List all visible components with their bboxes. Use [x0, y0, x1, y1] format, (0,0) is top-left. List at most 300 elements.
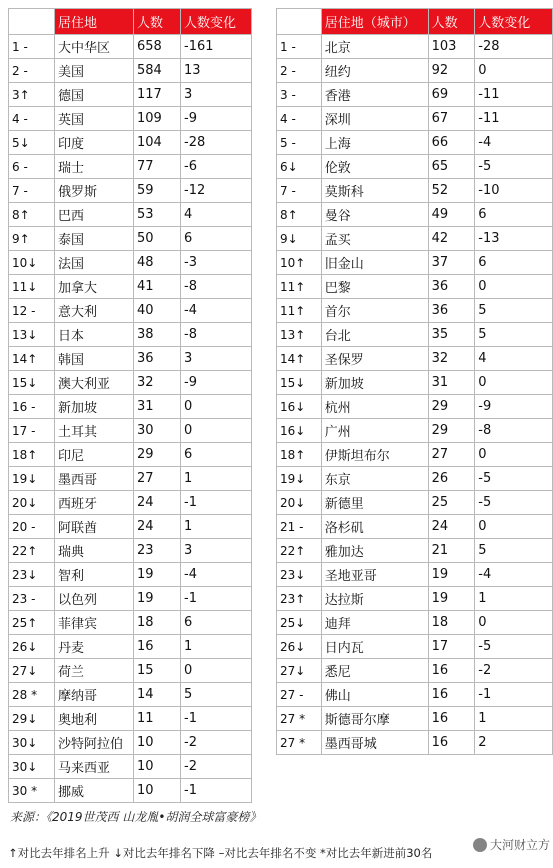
count-cell: 23: [134, 539, 181, 563]
residence-cell: 加拿大: [55, 275, 134, 299]
change-cell: -2: [475, 659, 553, 683]
header-count: 人数: [134, 9, 181, 35]
residence-cell: 挪威: [55, 779, 134, 803]
residence-cell: 沙特阿拉伯: [55, 731, 134, 755]
table-row: [9, 227, 252, 251]
change-cell: 1: [181, 515, 252, 539]
change-cell: -8: [181, 323, 252, 347]
table-row: [9, 587, 252, 611]
rank-cell: 10↓: [9, 251, 55, 275]
table-row: [9, 251, 252, 275]
residence-cell: 俄罗斯: [55, 179, 134, 203]
table-row: [9, 35, 252, 59]
table-row: [9, 443, 252, 467]
table-row: [9, 179, 252, 203]
rank-cell: 3↑: [9, 83, 55, 107]
change-cell: -8: [181, 275, 252, 299]
table-row: [277, 179, 553, 203]
count-cell: 36: [428, 275, 475, 299]
legend-text: ↑对比去年排名上升 ↓对比去年排名下降 –对比去年排名不变 *对比去年新进前30名: [8, 846, 433, 860]
count-cell: 92: [428, 59, 475, 83]
count-cell: 27: [428, 443, 475, 467]
rank-cell: 12 -: [9, 299, 55, 323]
rank-cell: 5↓: [9, 131, 55, 155]
table-row: [277, 35, 553, 59]
table-row: [9, 755, 252, 779]
change-cell: -1: [181, 779, 252, 803]
change-cell: 1: [475, 587, 553, 611]
rank-cell: 20↓: [277, 491, 322, 515]
residence-cell: 大中华区: [55, 35, 134, 59]
rank-cell: 2 -: [277, 59, 322, 83]
change-cell: 6: [181, 227, 252, 251]
count-cell: 18: [134, 611, 181, 635]
residence-cell: 孟买: [321, 227, 428, 251]
header-residence: 居住地: [55, 9, 134, 35]
rank-cell: 4 -: [9, 107, 55, 131]
residence-cell: 美国: [55, 59, 134, 83]
rank-cell: 1 -: [9, 35, 55, 59]
count-cell: 16: [428, 731, 475, 755]
residence-cell: 佛山: [321, 683, 428, 707]
count-cell: 584: [134, 59, 181, 83]
count-cell: 41: [134, 275, 181, 299]
count-cell: 29: [134, 443, 181, 467]
residence-cell: 杭州: [321, 395, 428, 419]
change-cell: 2: [475, 731, 553, 755]
table-row: [9, 779, 252, 803]
residence-cell: 土耳其: [55, 419, 134, 443]
change-cell: 0: [475, 275, 553, 299]
change-cell: -11: [475, 83, 553, 107]
change-cell: -11: [475, 107, 553, 131]
change-cell: 6: [475, 203, 553, 227]
residence-cell: 摩纳哥: [55, 683, 134, 707]
change-cell: -1: [475, 683, 553, 707]
change-cell: 0: [475, 443, 553, 467]
table-row: [277, 587, 553, 611]
table-row: [9, 131, 252, 155]
residence-cell: 瑞典: [55, 539, 134, 563]
residence-cell: 深圳: [321, 107, 428, 131]
residence-cell: 瑞士: [55, 155, 134, 179]
change-cell: 0: [475, 611, 553, 635]
table-row: [9, 563, 252, 587]
rank-cell: 17 -: [9, 419, 55, 443]
count-cell: 18: [428, 611, 475, 635]
residence-cell: 智利: [55, 563, 134, 587]
change-cell: -6: [181, 155, 252, 179]
residence-cell: 泰国: [55, 227, 134, 251]
table-row: [277, 659, 553, 683]
rank-cell: 23↑: [277, 587, 322, 611]
table-row: [277, 347, 553, 371]
rank-cell: 20 -: [9, 515, 55, 539]
change-cell: -9: [181, 107, 252, 131]
count-cell: 32: [428, 347, 475, 371]
count-cell: 19: [428, 587, 475, 611]
change-cell: 4: [475, 347, 553, 371]
table-row: [9, 611, 252, 635]
rank-cell: 23↓: [9, 563, 55, 587]
table-row: [9, 419, 252, 443]
table-row: [9, 371, 252, 395]
rank-cell: 6 -: [9, 155, 55, 179]
count-cell: 40: [134, 299, 181, 323]
rank-cell: 14↑: [277, 347, 322, 371]
change-cell: -5: [475, 467, 553, 491]
residence-cell: 法国: [55, 251, 134, 275]
table-row: [9, 347, 252, 371]
table-row: [277, 299, 553, 323]
count-cell: 48: [134, 251, 181, 275]
count-cell: 19: [428, 563, 475, 587]
rank-cell: 14↑: [9, 347, 55, 371]
table-row: [9, 83, 252, 107]
residence-cell: 澳大利亚: [55, 371, 134, 395]
change-cell: 1: [181, 467, 252, 491]
table-row: [277, 371, 553, 395]
count-cell: 30: [134, 419, 181, 443]
count-cell: 10: [134, 755, 181, 779]
count-cell: 36: [428, 299, 475, 323]
table-row: [9, 539, 252, 563]
header-change: 人数变化: [181, 9, 252, 35]
table-row: [277, 611, 553, 635]
count-cell: 10: [134, 731, 181, 755]
count-cell: 103: [428, 35, 475, 59]
change-cell: -3: [181, 251, 252, 275]
table-row: [9, 635, 252, 659]
rank-cell: 16↓: [277, 419, 322, 443]
watermark-text: 大河财立方: [490, 838, 551, 852]
rank-cell: 7 -: [9, 179, 55, 203]
residence-cell: 上海: [321, 131, 428, 155]
table-row: [9, 707, 252, 731]
change-cell: 0: [475, 371, 553, 395]
rank-cell: 3 -: [277, 83, 322, 107]
rank-cell: 11↓: [9, 275, 55, 299]
count-cell: 109: [134, 107, 181, 131]
change-cell: 6: [475, 251, 553, 275]
table-row: [9, 395, 252, 419]
count-cell: 67: [428, 107, 475, 131]
count-cell: 36: [134, 347, 181, 371]
change-cell: -12: [181, 179, 252, 203]
change-cell: 4: [181, 203, 252, 227]
residence-cell: 阿联酋: [55, 515, 134, 539]
count-cell: 14: [134, 683, 181, 707]
change-cell: -4: [181, 563, 252, 587]
residence-cell: 墨西哥城: [321, 731, 428, 755]
table-row: [277, 131, 553, 155]
residence-cell: 北京: [321, 35, 428, 59]
count-cell: 66: [428, 131, 475, 155]
table-row: [277, 443, 553, 467]
table-row: [9, 299, 252, 323]
table-row: [9, 59, 252, 83]
change-cell: 6: [181, 611, 252, 635]
count-cell: 59: [134, 179, 181, 203]
header-rank: [277, 9, 322, 35]
rank-cell: 15↓: [277, 371, 322, 395]
count-cell: 29: [428, 395, 475, 419]
rank-cell: 6↓: [277, 155, 322, 179]
change-cell: 3: [181, 539, 252, 563]
change-cell: -4: [475, 563, 553, 587]
rank-cell: 10↑: [277, 251, 322, 275]
count-cell: 37: [428, 251, 475, 275]
table-row: [277, 515, 553, 539]
rank-cell: 4 -: [277, 107, 322, 131]
table-row: [9, 515, 252, 539]
count-cell: 42: [428, 227, 475, 251]
rank-cell: 26↓: [277, 635, 322, 659]
residence-cell: 菲律宾: [55, 611, 134, 635]
residence-cell: 斯德哥尔摩: [321, 707, 428, 731]
change-cell: -28: [475, 35, 553, 59]
residence-cell: 旧金山: [321, 251, 428, 275]
count-cell: 50: [134, 227, 181, 251]
residence-cell: 首尔: [321, 299, 428, 323]
change-cell: -4: [181, 299, 252, 323]
residence-cell: 东京: [321, 467, 428, 491]
count-cell: 49: [428, 203, 475, 227]
table-row: [9, 683, 252, 707]
count-cell: 24: [428, 515, 475, 539]
change-cell: -5: [475, 635, 553, 659]
residence-cell: 曼谷: [321, 203, 428, 227]
rank-cell: 13↓: [9, 323, 55, 347]
change-cell: -1: [181, 707, 252, 731]
table-row: [9, 155, 252, 179]
rank-cell: 15↓: [9, 371, 55, 395]
count-cell: 65: [428, 155, 475, 179]
rank-cell: 27↓: [9, 659, 55, 683]
change-cell: 5: [475, 323, 553, 347]
change-cell: -28: [181, 131, 252, 155]
count-cell: 19: [134, 587, 181, 611]
count-cell: 77: [134, 155, 181, 179]
rank-cell: 23↓: [277, 563, 322, 587]
rank-cell: 22↑: [9, 539, 55, 563]
table-row: [277, 467, 553, 491]
rank-cell: 11↑: [277, 299, 322, 323]
rank-cell: 30↓: [9, 731, 55, 755]
rank-cell: 22↑: [277, 539, 322, 563]
header-count: 人数: [428, 9, 475, 35]
watermark: [473, 836, 550, 853]
residence-cell: 马来西亚: [55, 755, 134, 779]
count-cell: 19: [134, 563, 181, 587]
residence-cell: 日内瓦: [321, 635, 428, 659]
count-cell: 31: [428, 371, 475, 395]
count-cell: 16: [428, 707, 475, 731]
residence-cell: 韩国: [55, 347, 134, 371]
change-cell: -10: [475, 179, 553, 203]
rank-cell: 9↑: [9, 227, 55, 251]
count-cell: 26: [428, 467, 475, 491]
count-cell: 16: [428, 659, 475, 683]
residence-cell: 雅加达: [321, 539, 428, 563]
residence-cell: 印尼: [55, 443, 134, 467]
table-row: [277, 83, 553, 107]
header-residence-city: 居住地（城市）: [321, 9, 428, 35]
rank-cell: 5 -: [277, 131, 322, 155]
count-cell: 32: [134, 371, 181, 395]
count-cell: 658: [134, 35, 181, 59]
table-row: [277, 107, 553, 131]
table-row: [277, 707, 553, 731]
change-cell: -5: [475, 155, 553, 179]
residence-cell: 伦敦: [321, 155, 428, 179]
table-row: [277, 227, 553, 251]
rank-cell: 30 *: [9, 779, 55, 803]
rank-cell: 8↑: [9, 203, 55, 227]
residence-cell: 悉尼: [321, 659, 428, 683]
residence-cell: 巴黎: [321, 275, 428, 299]
residence-cell: 伊斯坦布尔: [321, 443, 428, 467]
rank-cell: 27 *: [277, 707, 322, 731]
table-row: [277, 563, 553, 587]
change-cell: 3: [181, 347, 252, 371]
rank-cell: 30↓: [9, 755, 55, 779]
residence-cell: 英国: [55, 107, 134, 131]
residence-cell: 印度: [55, 131, 134, 155]
table-row: [9, 107, 252, 131]
change-cell: -161: [181, 35, 252, 59]
rank-cell: 16 -: [9, 395, 55, 419]
table-row: [277, 251, 553, 275]
table-row: [9, 731, 252, 755]
change-cell: -4: [475, 131, 553, 155]
change-cell: 1: [181, 635, 252, 659]
rank-cell: 23 -: [9, 587, 55, 611]
rank-cell: 2 -: [9, 59, 55, 83]
rank-cell: 29↓: [9, 707, 55, 731]
change-cell: 5: [475, 299, 553, 323]
rank-cell: 28 *: [9, 683, 55, 707]
change-cell: 0: [475, 59, 553, 83]
count-cell: 10: [134, 779, 181, 803]
count-cell: 52: [428, 179, 475, 203]
count-cell: 24: [134, 515, 181, 539]
rank-cell: 13↑: [277, 323, 322, 347]
residence-cell: 以色列: [55, 587, 134, 611]
residence-cell: 荷兰: [55, 659, 134, 683]
rank-cell: 9↓: [277, 227, 322, 251]
change-cell: -2: [181, 755, 252, 779]
change-cell: -1: [181, 587, 252, 611]
header-change: 人数变化: [475, 9, 553, 35]
table-row: [9, 467, 252, 491]
change-cell: 13: [181, 59, 252, 83]
table-row: [9, 275, 252, 299]
table-header-row: [9, 9, 252, 35]
residence-cell: 意大利: [55, 299, 134, 323]
rank-cell: 16↓: [277, 395, 322, 419]
count-cell: 69: [428, 83, 475, 107]
count-cell: 11: [134, 707, 181, 731]
residence-cell: 达拉斯: [321, 587, 428, 611]
city-ranking-table: [276, 8, 553, 755]
change-cell: -5: [475, 491, 553, 515]
count-cell: 38: [134, 323, 181, 347]
residence-cell: 奥地利: [55, 707, 134, 731]
table-row: [277, 419, 553, 443]
rank-cell: 7 -: [277, 179, 322, 203]
residence-cell: 迪拜: [321, 611, 428, 635]
residence-cell: 纽约: [321, 59, 428, 83]
change-cell: 3: [181, 83, 252, 107]
residence-cell: 圣保罗: [321, 347, 428, 371]
change-cell: 6: [181, 443, 252, 467]
table-row: [9, 659, 252, 683]
change-cell: -13: [475, 227, 553, 251]
table-row: [277, 683, 553, 707]
rank-cell: 27 -: [277, 683, 322, 707]
count-cell: 16: [428, 683, 475, 707]
count-cell: 27: [134, 467, 181, 491]
count-cell: 25: [428, 491, 475, 515]
count-cell: 21: [428, 539, 475, 563]
change-cell: 5: [181, 683, 252, 707]
change-cell: -1: [181, 491, 252, 515]
table-row: [277, 155, 553, 179]
rank-cell: 18↑: [277, 443, 322, 467]
rank-cell: 11↑: [277, 275, 322, 299]
count-cell: 16: [134, 635, 181, 659]
rank-cell: 19↓: [277, 467, 322, 491]
change-cell: 5: [475, 539, 553, 563]
watermark-logo-icon: [473, 838, 487, 852]
table-row: [277, 323, 553, 347]
table-row: [277, 731, 553, 755]
residence-cell: 圣地亚哥: [321, 563, 428, 587]
table-row: [277, 59, 553, 83]
residence-cell: 墨西哥: [55, 467, 134, 491]
rank-cell: 8↑: [277, 203, 322, 227]
count-cell: 31: [134, 395, 181, 419]
rank-cell: 18↑: [9, 443, 55, 467]
table-header-row: [277, 9, 553, 35]
count-cell: 35: [428, 323, 475, 347]
table-row: [277, 539, 553, 563]
count-cell: 53: [134, 203, 181, 227]
table-row: [9, 203, 252, 227]
count-cell: 17: [428, 635, 475, 659]
change-cell: -2: [181, 731, 252, 755]
rank-cell: 19↓: [9, 467, 55, 491]
residence-cell: 台北: [321, 323, 428, 347]
count-cell: 15: [134, 659, 181, 683]
table-row: [277, 491, 553, 515]
residence-cell: 洛杉矶: [321, 515, 428, 539]
table-row: [277, 395, 553, 419]
residence-cell: 日本: [55, 323, 134, 347]
change-cell: 1: [475, 707, 553, 731]
change-cell: 0: [181, 419, 252, 443]
residence-cell: 德国: [55, 83, 134, 107]
rank-cell: 25↓: [277, 611, 322, 635]
change-cell: -9: [181, 371, 252, 395]
table-row: [277, 275, 553, 299]
count-cell: 24: [134, 491, 181, 515]
table-row: [9, 491, 252, 515]
country-ranking-table: [8, 8, 252, 803]
residence-cell: 西班牙: [55, 491, 134, 515]
residence-cell: 新加坡: [55, 395, 134, 419]
